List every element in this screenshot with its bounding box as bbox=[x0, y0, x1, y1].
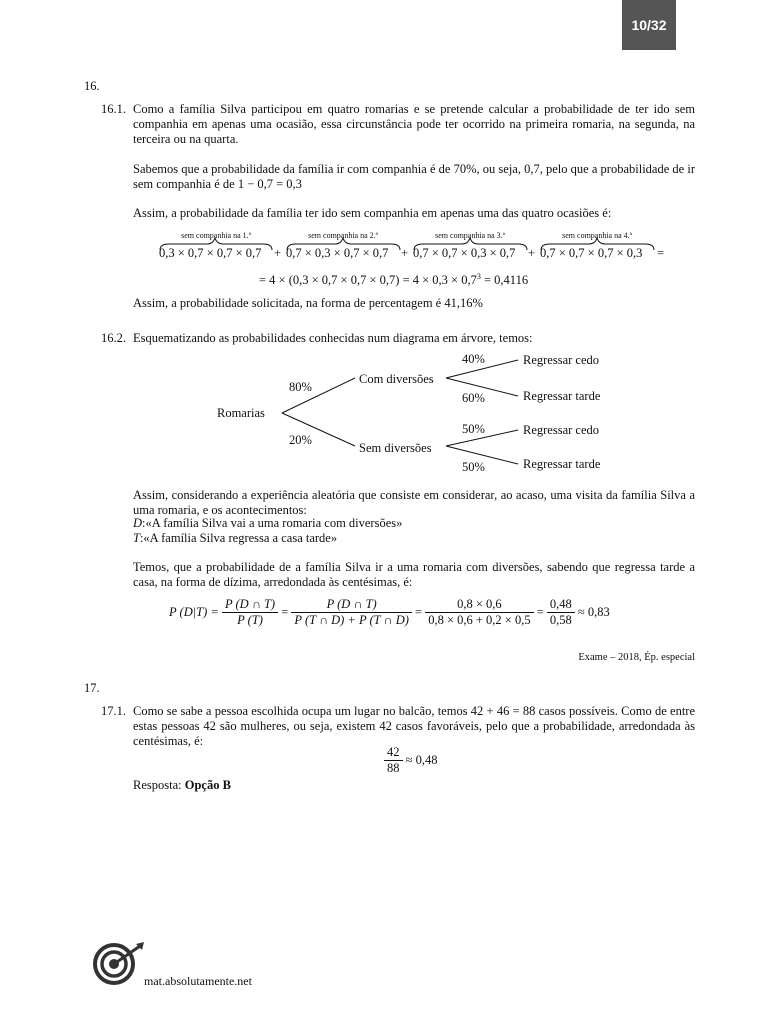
fraction-result: ≈ 0,48 bbox=[405, 753, 438, 767]
brace-label-2: sem companhia na 2.ª bbox=[308, 231, 378, 240]
target-logo-icon bbox=[92, 940, 148, 986]
item-16-1-probability-text: Sabemos que a probabilidade da família ir com companhia é de 70%, ou seja, 0,7, pelo que a probabilidade de ir sem companhia é de 1 − 0,7 = 0,3 bbox=[133, 162, 695, 191]
item-16-1-label: 16.1. bbox=[101, 102, 126, 116]
fraction-denominator: 88 bbox=[387, 761, 400, 775]
answer-line bbox=[133, 778, 231, 793]
formula-result: ≈ 0,83 bbox=[577, 605, 610, 619]
formula-fraction-1 bbox=[222, 597, 278, 628]
tree-leaf-com-tarde: Regressar tarde bbox=[523, 389, 601, 403]
event-d-symbol: D bbox=[133, 516, 143, 530]
tree-root-label: Romarias bbox=[217, 406, 265, 420]
expression-line-2 bbox=[259, 273, 528, 288]
tree-prob-20: 20% bbox=[289, 433, 312, 447]
source-note: Exame – 2018, Ép. especial bbox=[578, 652, 695, 663]
f2-den-bar: $\overline{D}$ bbox=[395, 613, 405, 627]
f3-denominator: 0,8 × 0,6 + 0,2 × 0,5 bbox=[428, 613, 531, 627]
question-16-number: 16. bbox=[84, 79, 100, 93]
tree-node-com-diversoes: Com diversões bbox=[359, 372, 434, 386]
site-name: mat.absolutamente.net bbox=[144, 974, 252, 988]
tree-leaf-com-cedo: Regressar cedo bbox=[523, 353, 600, 367]
term-3: 0,7 × 0,7 × 0,3 × 0,7 bbox=[413, 246, 516, 260]
f2-numerator: P (D ∩ T) bbox=[291, 597, 411, 613]
equals-1: = bbox=[657, 246, 665, 260]
item-17-1-text: Como se sabe a pessoa escolhida ocupa um lugar no balcão, temos 42 + 46 = 88 casos possíveis. Como de entre estas pessoas 42 são mulheres, ou seja, existem 42 casos favoráveis, pelo que a probabilidade, arredondada às centésimas, é: bbox=[133, 704, 695, 748]
tree-prob-60: 60% bbox=[462, 391, 485, 405]
item-16-1-intro: Como a família Silva participou em quatro romarias e se pretende calcular a probabilidade de ter ido sem companhia em apenas uma ocasião, essa circunstância pode ter ocorrido na primeira romaria, na segunda, na terceira ou na quarta. bbox=[133, 102, 695, 146]
item-17-1-label: 17.1. bbox=[101, 704, 126, 718]
formula-eq-3: = bbox=[536, 605, 544, 619]
plus-3: + bbox=[528, 246, 536, 260]
formula-eq-1: = bbox=[281, 605, 289, 619]
f1-numerator: P (D ∩ T) bbox=[222, 597, 278, 613]
answer-value: Opção B bbox=[184, 778, 231, 792]
tree-leaf-sem-tarde: Regressar tarde bbox=[523, 457, 601, 471]
probability-tree bbox=[200, 346, 620, 478]
brace-label-3: sem companhia na 3.ª bbox=[435, 231, 505, 240]
event-d bbox=[133, 516, 695, 531]
conditional-formula bbox=[169, 597, 610, 628]
f4-numerator: 0,48 bbox=[547, 597, 575, 613]
brace-label-1: sem companhia na 1.ª bbox=[181, 231, 251, 240]
tree-prob-80: 80% bbox=[289, 380, 312, 394]
answer-label: Resposta: bbox=[133, 778, 182, 792]
question-17-number: 17. bbox=[84, 681, 100, 695]
formula-eq-2: = bbox=[415, 605, 423, 619]
item-16-2-temos: Temos, que a probabilidade de a família Silva ir a uma romaria com diversões, sabendo que regressa tarde a casa, na forma de dízima, arredondada às centésimas, é: bbox=[133, 560, 695, 589]
item-16-1-conclusion: Assim, a probabilidade solicitada, na forma de percentagem é 41,16% bbox=[133, 296, 483, 310]
tree-prob-50-b: 50% bbox=[462, 460, 485, 474]
formula-fraction-2 bbox=[291, 597, 411, 628]
f4-denominator: 0,58 bbox=[549, 613, 572, 627]
event-t bbox=[133, 531, 695, 546]
f2-den-post: ) bbox=[404, 613, 409, 627]
f2-den-pre: P (T ∩ D) + P (T ∩ bbox=[294, 613, 396, 627]
tree-leaf-sem-cedo: Regressar cedo bbox=[523, 423, 600, 437]
f1-denominator: P (T) bbox=[237, 613, 263, 627]
plus-2: + bbox=[401, 246, 409, 260]
fraction-42-88 bbox=[384, 745, 403, 776]
event-t-text: :«A família Silva regressa a casa tarde» bbox=[139, 531, 338, 545]
term-2: 0,7 × 0,3 × 0,7 × 0,7 bbox=[286, 246, 389, 260]
item-16-2-intro: Esquematizando as probabilidades conhecidas num diagrama em árvore, temos: bbox=[133, 331, 533, 345]
term-1: 0,3 × 0,7 × 0,7 × 0,7 bbox=[159, 246, 262, 260]
plus-1: + bbox=[274, 246, 282, 260]
brace-label-4: sem companhia na 4.ª bbox=[562, 231, 632, 240]
fraction-numerator: 42 bbox=[384, 745, 403, 761]
line2-exponent: 3 bbox=[476, 271, 481, 281]
line2-main: = 4 × (0,3 × 0,7 × 0,7 × 0,7) = 4 × 0,3 × 0,7 bbox=[259, 273, 477, 287]
formula-fraction-4 bbox=[547, 597, 575, 628]
item-16-2-label: 16.2. bbox=[101, 331, 126, 345]
answer-fraction bbox=[384, 745, 438, 776]
formula-lhs: P (D|T) = bbox=[169, 605, 219, 619]
tree-prob-40: 40% bbox=[462, 352, 485, 366]
tree-prob-50-a: 50% bbox=[462, 422, 485, 436]
event-d-text: :«A família Silva vai a uma romaria com diversões» bbox=[142, 516, 403, 530]
event-t-symbol: T bbox=[133, 531, 140, 545]
formula-fraction-3 bbox=[425, 597, 533, 628]
f3-numerator: 0,8 × 0,6 bbox=[425, 597, 533, 613]
f2-denominator bbox=[291, 613, 411, 628]
item-16-2-assim: Assim, considerando a experiência aleatória que consiste em considerar, ao acaso, uma visita da família Silva a uma romaria, e os acontecimentos: bbox=[133, 488, 695, 517]
page-number-badge: 10/32 bbox=[622, 0, 676, 50]
tree-node-sem-diversoes: Sem diversões bbox=[359, 441, 432, 455]
line2-result: = 0,4116 bbox=[480, 273, 529, 287]
item-16-1-assim: Assim, a probabilidade da família ter ido sem companhia em apenas uma das quatro ocasiões é: bbox=[133, 206, 612, 220]
term-4: 0,7 × 0,7 × 0,7 × 0,3 bbox=[540, 246, 643, 260]
